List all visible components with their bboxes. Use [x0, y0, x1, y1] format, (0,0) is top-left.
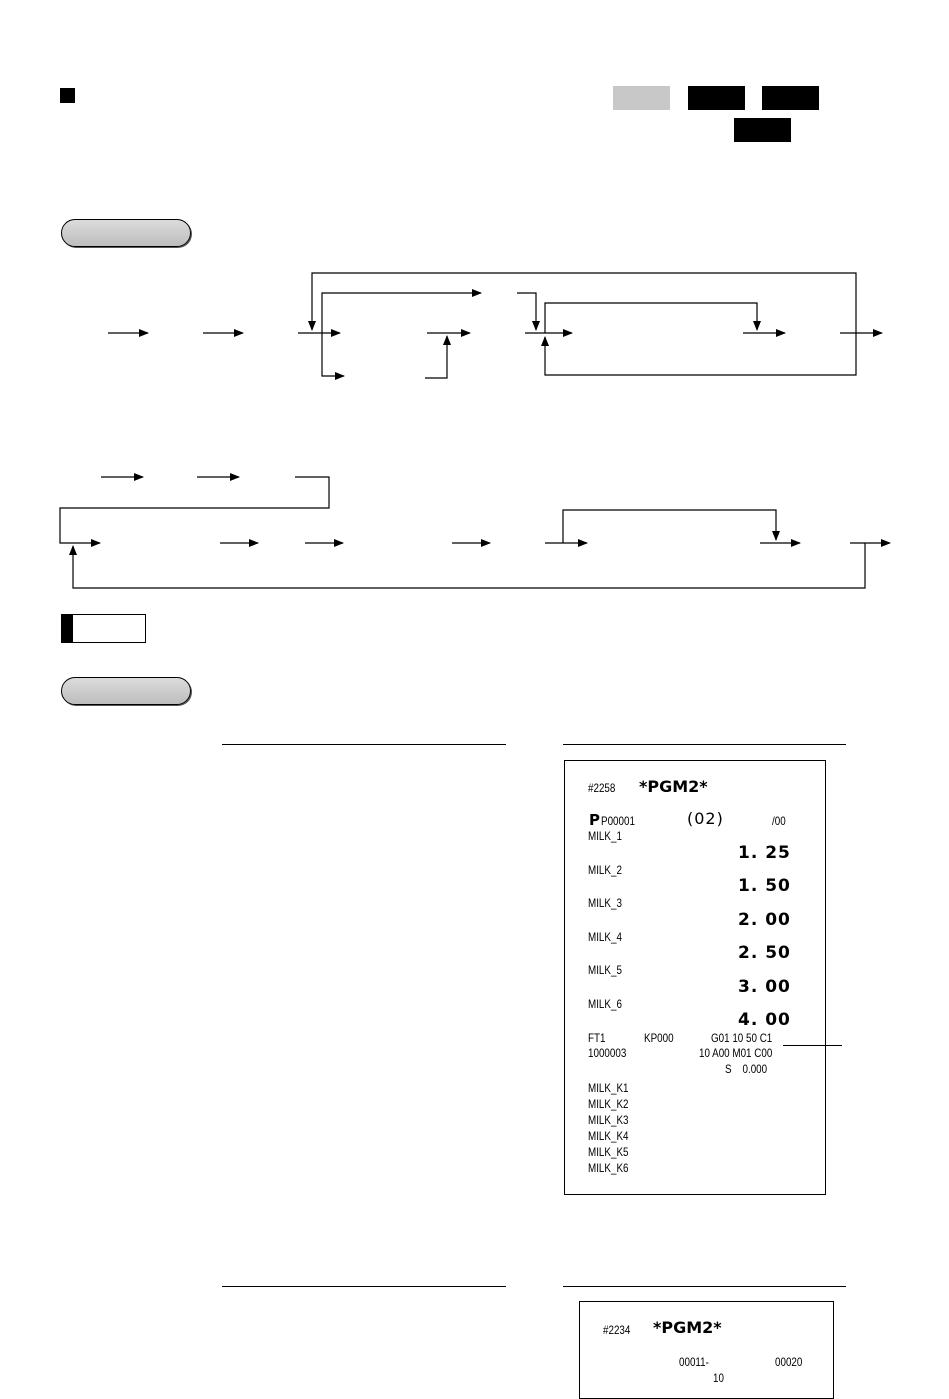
item-name: MILK_4: [588, 930, 622, 944]
item-price: 4. 00: [738, 1010, 791, 1030]
example-pill: [61, 677, 191, 705]
value-a: 00011-: [679, 1355, 709, 1369]
item-name: MILK_5: [588, 963, 622, 977]
plu-code: P00001: [601, 814, 635, 828]
suffix: /00: [772, 814, 786, 828]
s-value: S 0.000: [725, 1062, 768, 1076]
a-m-code: 10 A00 M01 C00: [699, 1046, 773, 1060]
kp-code: KP000: [644, 1031, 674, 1045]
k-item: MILK_K4: [588, 1129, 629, 1143]
item-name: MILK_6: [588, 997, 622, 1011]
flow-row-2: [60, 477, 890, 588]
k-item: MILK_K2: [588, 1097, 629, 1111]
print-rule: [563, 744, 846, 745]
item-price: 1. 25: [738, 843, 791, 863]
item-price: 1. 50: [738, 876, 791, 896]
skip-arrow: [563, 510, 776, 543]
value-c: 10: [713, 1371, 724, 1385]
skip-arrow: [545, 303, 757, 333]
receipt-2: [579, 1301, 834, 1399]
item-name: MILK_3: [588, 896, 622, 910]
key-operation-rule: [222, 744, 506, 745]
receipt-title: *PGM2*: [639, 777, 708, 796]
item-price: 2. 50: [738, 943, 791, 963]
merge-arrow: [425, 336, 447, 378]
k-item: MILK_K6: [588, 1161, 629, 1175]
continuation-arrow: [60, 477, 329, 543]
repeat-arrow: [545, 333, 856, 375]
merge-arrow: [517, 293, 536, 330]
callout-line: [783, 1045, 842, 1046]
item-price: 3. 00: [738, 977, 791, 997]
note-bar: [62, 615, 73, 642]
note-box: [61, 614, 146, 643]
receipt-1: [564, 760, 826, 1195]
branch-arrow: [322, 333, 344, 376]
k-item: MILK_K1: [588, 1081, 629, 1095]
ft-code: FT1: [588, 1031, 606, 1045]
dept-code: (02): [687, 809, 724, 828]
item-name: MILK_2: [588, 863, 622, 877]
status-code: 1000003: [588, 1046, 627, 1060]
item-price: 2. 00: [738, 910, 791, 930]
key-operation-rule: [222, 1286, 506, 1287]
flow-row-1: [108, 273, 882, 378]
branch-arrow: [322, 293, 481, 333]
value-b: 00020: [775, 1355, 803, 1369]
print-rule: [563, 1286, 846, 1287]
receipt-number: #2234: [603, 1323, 631, 1337]
receipt-title: *PGM2*: [653, 1318, 722, 1337]
k-item: MILK_K3: [588, 1113, 629, 1127]
p-letter: P: [589, 811, 600, 829]
k-item: MILK_K5: [588, 1145, 629, 1159]
repeat-arrow: [73, 543, 865, 588]
item-name: MILK_1: [588, 829, 622, 843]
receipt-number: #2258: [588, 781, 616, 795]
g-code: G01 10 50 C1: [711, 1031, 773, 1045]
